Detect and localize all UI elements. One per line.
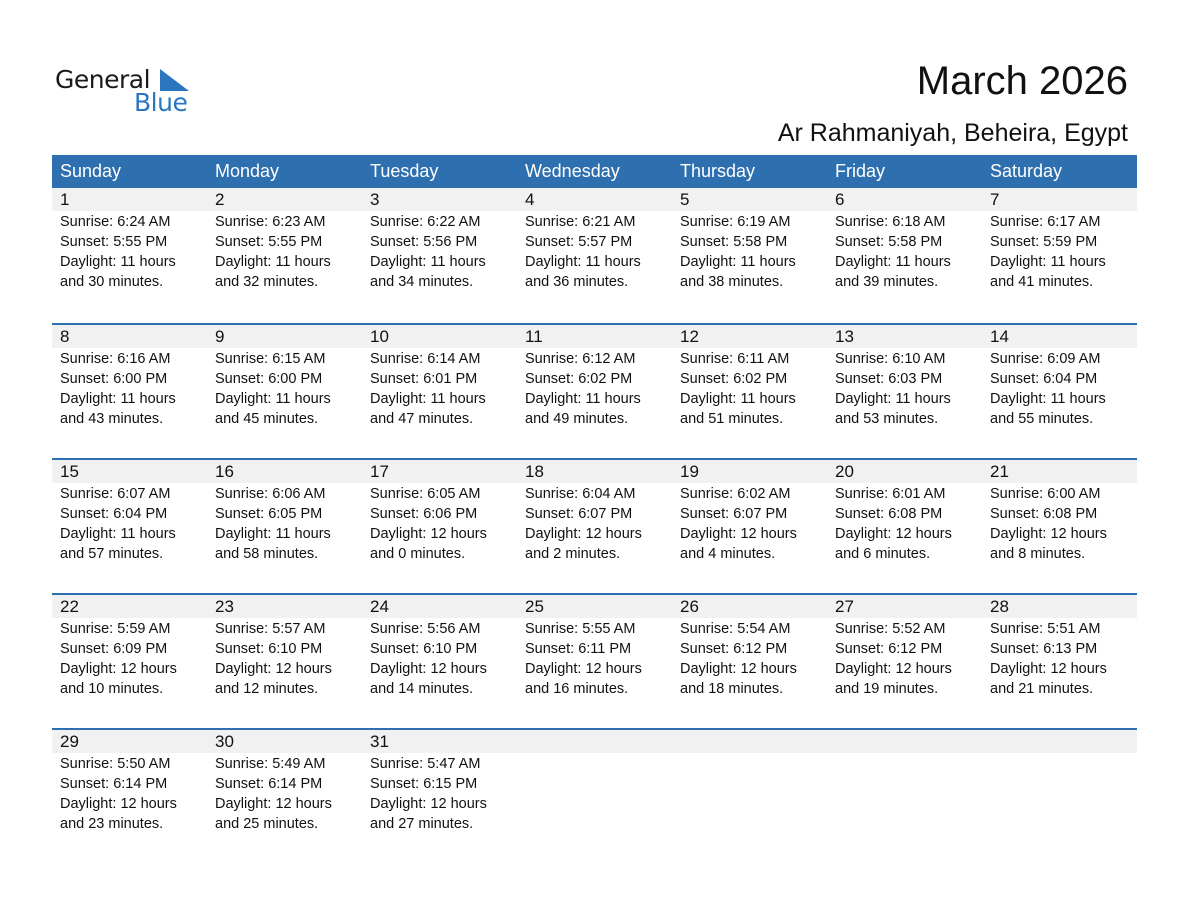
week-row [52, 458, 1137, 593]
day-number: 12 [680, 327, 699, 346]
daylight-hours: Daylight: 12 hours [60, 796, 177, 812]
day-cell [827, 325, 982, 429]
day-cell [517, 595, 672, 699]
sunrise-time: Sunrise: 5:59 AM [60, 621, 171, 637]
daylight-minutes: and 43 minutes. [60, 411, 164, 427]
day-cell [52, 595, 207, 699]
daylight-hours: Daylight: 11 hours [525, 254, 641, 270]
daylight-hours: Daylight: 11 hours [990, 391, 1106, 407]
sunset-time: Sunset: 6:00 PM [215, 371, 323, 387]
daylight-minutes: and 12 minutes. [215, 681, 319, 697]
empty-day-cell [517, 730, 672, 834]
sunset-time: Sunset: 6:10 PM [370, 641, 478, 657]
day-number: 30 [215, 732, 234, 751]
daylight-minutes: and 6 minutes. [835, 546, 931, 562]
daylight-minutes: and 34 minutes. [370, 274, 474, 290]
sunrise-time: Sunrise: 6:19 AM [680, 214, 791, 230]
empty-day-cell [982, 730, 1137, 834]
daylight-minutes: and 55 minutes. [990, 411, 1094, 427]
day-number: 22 [60, 597, 79, 616]
weekday-thursday: Thursday [680, 161, 756, 181]
sunrise-time: Sunrise: 6:02 AM [680, 486, 791, 502]
daylight-minutes: and 45 minutes. [215, 411, 319, 427]
sunset-time: Sunset: 6:08 PM [835, 506, 943, 522]
day-cell [207, 730, 362, 834]
sunrise-time: Sunrise: 6:05 AM [370, 486, 481, 502]
sunrise-time: Sunrise: 6:06 AM [215, 486, 326, 502]
daylight-minutes: and 19 minutes. [835, 681, 939, 697]
weekday-sunday: Sunday [60, 161, 122, 181]
daylight-minutes: and 18 minutes. [680, 681, 784, 697]
daylight-hours: Daylight: 11 hours [60, 526, 176, 542]
sunset-time: Sunset: 6:11 PM [525, 641, 632, 657]
day-number: 25 [525, 597, 544, 616]
day-number: 14 [990, 327, 1009, 346]
day-number: 16 [215, 462, 234, 481]
day-number: 21 [990, 462, 1009, 481]
daylight-hours: Daylight: 12 hours [835, 661, 952, 677]
daylight-minutes: and 47 minutes. [370, 411, 474, 427]
day-number: 19 [680, 462, 699, 481]
sunset-time: Sunset: 5:57 PM [525, 234, 633, 250]
weekday-saturday: Saturday [990, 161, 1063, 181]
sunset-time: Sunset: 6:14 PM [60, 776, 168, 792]
sunset-time: Sunset: 6:07 PM [525, 506, 633, 522]
sunset-time: Sunset: 6:02 PM [525, 371, 633, 387]
day-number: 31 [370, 732, 389, 751]
daylight-hours: Daylight: 11 hours [370, 391, 486, 407]
daylight-hours: Daylight: 11 hours [60, 254, 176, 270]
daylight-hours: Daylight: 12 hours [525, 661, 642, 677]
day-cell [52, 188, 207, 292]
sunrise-time: Sunrise: 5:52 AM [835, 621, 946, 637]
day-cell [982, 460, 1137, 564]
calendar-grid [52, 155, 1137, 863]
week-row [52, 188, 1137, 323]
week-cells [52, 460, 1137, 564]
sunrise-time: Sunrise: 5:56 AM [370, 621, 481, 637]
sunset-time: Sunset: 6:06 PM [370, 506, 478, 522]
sunset-time: Sunset: 5:58 PM [835, 234, 943, 250]
daylight-minutes: and 32 minutes. [215, 274, 319, 290]
daylight-minutes: and 36 minutes. [525, 274, 629, 290]
sunrise-time: Sunrise: 5:54 AM [680, 621, 791, 637]
sunrise-time: Sunrise: 6:22 AM [370, 214, 481, 230]
day-number: 29 [60, 732, 79, 751]
sunrise-time: Sunrise: 6:12 AM [525, 351, 636, 367]
week-row [52, 593, 1137, 728]
week-cells [52, 188, 1137, 292]
day-cell [517, 188, 672, 292]
day-cell [982, 325, 1137, 429]
sunrise-time: Sunrise: 5:50 AM [60, 756, 171, 772]
sunrise-time: Sunrise: 6:07 AM [60, 486, 171, 502]
sunset-time: Sunset: 5:56 PM [370, 234, 478, 250]
daylight-hours: Daylight: 12 hours [680, 661, 797, 677]
daylight-hours: Daylight: 11 hours [215, 254, 331, 270]
sunset-time: Sunset: 6:01 PM [370, 371, 478, 387]
day-cell [982, 188, 1137, 292]
sunrise-time: Sunrise: 6:17 AM [990, 214, 1101, 230]
sunrise-time: Sunrise: 6:00 AM [990, 486, 1101, 502]
day-cell [517, 460, 672, 564]
day-number: 8 [60, 327, 70, 346]
weekday-wednesday: Wednesday [525, 161, 620, 181]
daylight-hours: Daylight: 11 hours [835, 254, 951, 270]
daylight-hours: Daylight: 12 hours [370, 661, 487, 677]
page-title: March 2026 [916, 59, 1128, 103]
day-number: 27 [835, 597, 854, 616]
daylight-minutes: and 25 minutes. [215, 816, 319, 832]
day-number: 28 [990, 597, 1009, 616]
daylight-hours: Daylight: 12 hours [215, 661, 332, 677]
daylight-minutes: and 58 minutes. [215, 546, 319, 562]
sunset-time: Sunset: 6:02 PM [680, 371, 788, 387]
sunset-time: Sunset: 6:13 PM [990, 641, 1098, 657]
day-number: 7 [990, 190, 1000, 209]
day-number: 2 [215, 190, 225, 209]
week-row [52, 728, 1137, 863]
day-number: 20 [835, 462, 854, 481]
daylight-minutes: and 0 minutes. [370, 546, 466, 562]
sunset-time: Sunset: 6:08 PM [990, 506, 1098, 522]
day-cell [52, 325, 207, 429]
sunset-time: Sunset: 6:04 PM [60, 506, 168, 522]
daylight-minutes: and 27 minutes. [370, 816, 474, 832]
day-number: 5 [680, 190, 690, 209]
sunset-time: Sunset: 6:03 PM [835, 371, 943, 387]
daylight-hours: Daylight: 11 hours [60, 391, 176, 407]
sunrise-time: Sunrise: 6:14 AM [370, 351, 481, 367]
day-number: 4 [525, 190, 535, 209]
day-cell [982, 595, 1137, 699]
daylight-minutes: and 10 minutes. [60, 681, 164, 697]
day-cell [207, 460, 362, 564]
daylight-hours: Daylight: 12 hours [370, 526, 487, 542]
daylight-minutes: and 39 minutes. [835, 274, 939, 290]
daylight-minutes: and 23 minutes. [60, 816, 164, 832]
sunrise-time: Sunrise: 5:47 AM [370, 756, 481, 772]
daylight-hours: Daylight: 12 hours [60, 661, 177, 677]
location-subtitle: Ar Rahmaniyah, Beheira, Egypt [777, 119, 1128, 147]
sunset-time: Sunset: 6:10 PM [215, 641, 323, 657]
sunset-time: Sunset: 6:04 PM [990, 371, 1098, 387]
day-number: 15 [60, 462, 79, 481]
sunrise-time: Sunrise: 5:57 AM [215, 621, 326, 637]
sunrise-time: Sunrise: 6:16 AM [60, 351, 171, 367]
daylight-hours: Daylight: 11 hours [680, 391, 796, 407]
week-cells [52, 325, 1137, 429]
sunrise-time: Sunrise: 6:04 AM [525, 486, 636, 502]
weekday-header-row [52, 155, 1137, 188]
day-number: 26 [680, 597, 699, 616]
daylight-minutes: and 8 minutes. [990, 546, 1086, 562]
sunset-time: Sunset: 6:14 PM [215, 776, 323, 792]
sunrise-time: Sunrise: 5:51 AM [990, 621, 1101, 637]
daylight-minutes: and 21 minutes. [990, 681, 1094, 697]
sunrise-time: Sunrise: 6:15 AM [215, 351, 326, 367]
daylight-hours: Daylight: 11 hours [835, 391, 951, 407]
day-cell [362, 325, 517, 429]
daylight-minutes: and 53 minutes. [835, 411, 939, 427]
daylight-hours: Daylight: 12 hours [835, 526, 952, 542]
day-cell [362, 460, 517, 564]
day-number: 13 [835, 327, 854, 346]
sunrise-time: Sunrise: 6:23 AM [215, 214, 326, 230]
sunrise-time: Sunrise: 6:11 AM [680, 351, 790, 367]
day-cell [672, 460, 827, 564]
day-number: 18 [525, 462, 544, 481]
empty-day-cell [827, 730, 982, 834]
day-number: 17 [370, 462, 389, 481]
sunrise-time: Sunrise: 6:09 AM [990, 351, 1101, 367]
daylight-minutes: and 38 minutes. [680, 274, 784, 290]
weekday-friday: Friday [835, 161, 886, 181]
day-number: 3 [370, 190, 380, 209]
week-cells [52, 730, 1137, 834]
day-cell [207, 188, 362, 292]
daylight-minutes: and 57 minutes. [60, 546, 164, 562]
daylight-hours: Daylight: 11 hours [215, 391, 331, 407]
weeks-container [52, 188, 1137, 863]
daylight-minutes: and 41 minutes. [990, 274, 1094, 290]
logo-word-general: General [55, 65, 151, 94]
day-number: 6 [835, 190, 845, 209]
day-cell [207, 325, 362, 429]
daylight-hours: Daylight: 12 hours [680, 526, 797, 542]
daylight-minutes: and 49 minutes. [525, 411, 629, 427]
weekday-monday: Monday [215, 161, 280, 181]
daylight-minutes: and 2 minutes. [525, 546, 621, 562]
sunset-time: Sunset: 6:00 PM [60, 371, 168, 387]
sunset-time: Sunset: 5:59 PM [990, 234, 1098, 250]
day-cell [362, 730, 517, 834]
daylight-hours: Daylight: 12 hours [990, 661, 1107, 677]
day-cell [827, 460, 982, 564]
sunrise-time: Sunrise: 5:55 AM [525, 621, 636, 637]
daylight-minutes: and 14 minutes. [370, 681, 474, 697]
week-cells [52, 595, 1137, 699]
logo-word-blue: Blue [134, 88, 188, 117]
day-cell [52, 730, 207, 834]
daylight-minutes: and 16 minutes. [525, 681, 629, 697]
empty-day-cell [672, 730, 827, 834]
day-number: 1 [60, 190, 70, 209]
day-number: 24 [370, 597, 389, 616]
daylight-hours: Daylight: 11 hours [990, 254, 1106, 270]
sunset-time: Sunset: 6:05 PM [215, 506, 323, 522]
sunset-time: Sunset: 6:12 PM [835, 641, 943, 657]
sunrise-time: Sunrise: 6:21 AM [525, 214, 636, 230]
daylight-hours: Daylight: 11 hours [680, 254, 796, 270]
sunset-time: Sunset: 5:55 PM [215, 234, 323, 250]
daylight-hours: Daylight: 11 hours [370, 254, 486, 270]
day-cell [672, 188, 827, 292]
day-number: 11 [525, 327, 543, 346]
daylight-hours: Daylight: 11 hours [215, 526, 331, 542]
sunset-time: Sunset: 6:07 PM [680, 506, 788, 522]
day-cell [362, 188, 517, 292]
sunrise-time: Sunrise: 6:18 AM [835, 214, 946, 230]
sunrise-time: Sunrise: 6:24 AM [60, 214, 171, 230]
daylight-hours: Daylight: 11 hours [525, 391, 641, 407]
sunrise-time: Sunrise: 6:10 AM [835, 351, 946, 367]
day-cell [207, 595, 362, 699]
daylight-hours: Daylight: 12 hours [370, 796, 487, 812]
day-cell [517, 325, 672, 429]
day-number: 23 [215, 597, 234, 616]
day-cell [827, 595, 982, 699]
day-cell [52, 460, 207, 564]
sunset-time: Sunset: 6:12 PM [680, 641, 788, 657]
sunrise-time: Sunrise: 6:01 AM [835, 486, 946, 502]
day-cell [362, 595, 517, 699]
sunset-time: Sunset: 5:58 PM [680, 234, 788, 250]
day-number: 9 [215, 327, 225, 346]
sunset-time: Sunset: 6:15 PM [370, 776, 478, 792]
sunrise-time: Sunrise: 5:49 AM [215, 756, 326, 772]
day-number: 10 [370, 327, 389, 346]
weekday-tuesday: Tuesday [370, 161, 439, 181]
daylight-hours: Daylight: 12 hours [525, 526, 642, 542]
daylight-minutes: and 30 minutes. [60, 274, 164, 290]
day-cell [672, 595, 827, 699]
sunset-time: Sunset: 6:09 PM [60, 641, 168, 657]
week-row [52, 323, 1137, 458]
day-cell [827, 188, 982, 292]
daylight-minutes: and 4 minutes. [680, 546, 776, 562]
generalblue-logo [55, 64, 205, 120]
sunset-time: Sunset: 5:55 PM [60, 234, 168, 250]
daylight-hours: Daylight: 12 hours [990, 526, 1107, 542]
daylight-hours: Daylight: 12 hours [215, 796, 332, 812]
day-cell [672, 325, 827, 429]
daylight-minutes: and 51 minutes. [680, 411, 784, 427]
